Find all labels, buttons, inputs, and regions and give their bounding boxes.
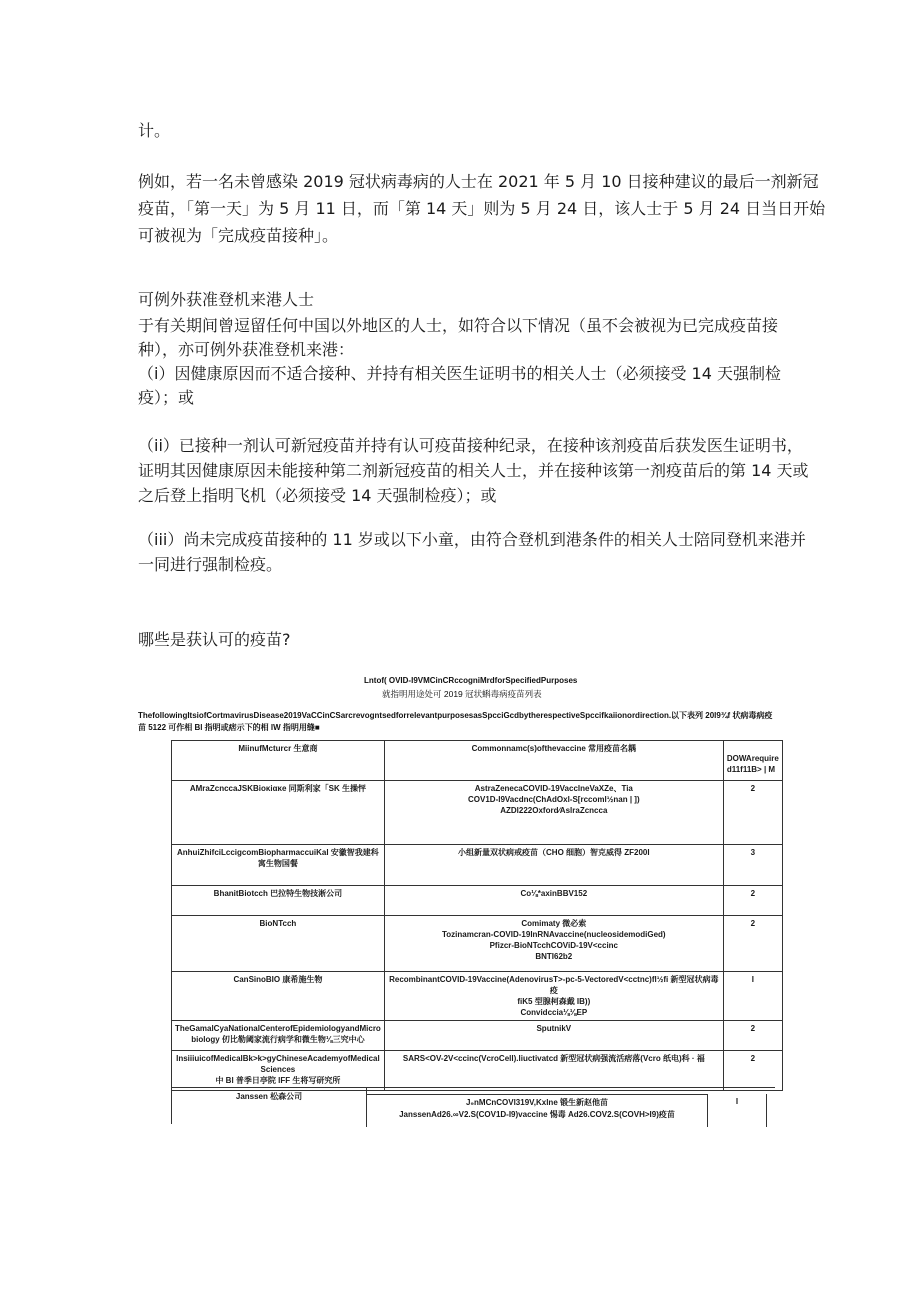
text-line: 疫苗，「第一天」为 5 月 11 日，而「第 14 天」则为 5 月 24 日，该人士于 5 月 24 日当日开始 bbox=[138, 199, 826, 218]
para-continuation bbox=[138, 119, 798, 143]
header-vaccine-name: Commonnamc(s)ofthevaccine 常用疫苗名耦 bbox=[384, 741, 723, 781]
text-line: 证明其因健康原因未能接种第二剂新冠疫苗的相关人士，并在接种该第一剂疫苗后的第 14 天或 bbox=[138, 461, 809, 480]
cell-doses: I bbox=[708, 1094, 767, 1127]
text-line: （i）因健康原因而不适合接种、并持有相关医生证明书的相关人士（必须接受 14 天强制检 bbox=[138, 364, 781, 383]
text-line: （ii）已接种一剂认可新冠疫苗并持有认可疫苗接种纪录，在接种该剂疫苗后获发医生证明书， bbox=[138, 436, 803, 455]
header-manufacturer: MiinufMcturcr 生意商 bbox=[172, 741, 385, 781]
section-heading-exempt bbox=[138, 288, 798, 312]
table-row: InsiiiuicofMedicalBk>k>gyChineseAcademyofMedical Sciences 中 Bl 普季日亭院 lFF 生将写研究所 SARS<OV-2V<ccinc(VcroCell).liuctivatcd 新型冠状病强流活痞落(Vcro 纸电)科 · 福 2 bbox=[172, 1051, 783, 1091]
table-title: Lntof( OVID-I9VMCinCRccogniMrdforSpecifiedPurposes bbox=[364, 676, 578, 685]
table-row: TheGamalCyaNationalCenterofEpidemiologyandMicro biology 仞比勒阈家流行病学和微生物⅛三究中心 SputnikV 2 bbox=[172, 1021, 783, 1051]
table-row: CanSinoBIO 康希施生物 RecombinantCOVID-19Vaccine(AdenovirusT>-pc-5-VectoredV<cctnc)fl½fi 新型冠状病毒疫 fiK5 型腺柯森戴 IB)) Convidccia⅛⅛EP I bbox=[172, 972, 783, 1021]
text-line: 例如，若一名未曾感染 2019 冠状病毒病的人士在 2021 年 5 月 10 日接种建议的最后一剂新冠 bbox=[138, 172, 819, 191]
text-line: 一同进行强制检疫。 bbox=[138, 555, 283, 574]
text-line: 种），亦可例外获准登机来港： bbox=[138, 340, 355, 359]
cell-vaccine-name: J₉nMCnCOVl319V,Kxlne 锻生新赵他苗 JanssenAd26.∞V2.S(COV1D-I9)vaccine 惕毒 Ad26.COV2.S(COVH>I9)疫苗 bbox=[367, 1094, 708, 1127]
text-line: 计。 bbox=[138, 121, 171, 140]
heading-text: 可例外获准登机来港人士 bbox=[138, 290, 315, 309]
text-line: 于有关期间曾逗留任何中国以外地区的人士，如符合以下情况（虽不会被视为已完成疫苗接 bbox=[138, 316, 779, 335]
table-row: AMraZcnccaJSKBioκiακe 同斯利家「SK 生操怦 AstraZenecaCOVID-19VacclneVaXZe、Tia COV1D-I9Vacdnc(ChAdOxl-S[rccoml½nan | ]) AZDl222Oxford∕AslraZcncca 2 bbox=[172, 781, 783, 845]
header-doses: DOWArequire d11f11B> | M bbox=[723, 741, 782, 781]
vaccine-table bbox=[171, 740, 783, 1091]
heading-text: 哪些是获认可的疫苗? bbox=[138, 630, 291, 649]
text-line: 之后登上指明飞机（必须接受 14 天强制检疫）；或 bbox=[138, 486, 497, 505]
para-exempt-iii bbox=[138, 527, 806, 577]
text-line: （iii）尚未完成疫苗接种的 11 岁或以下小童，由符合登机到港条件的相关人士陪同登机来港并 bbox=[138, 530, 806, 549]
table-row-janssen bbox=[171, 1087, 775, 1124]
cell-manufacturer: Janssen 松森公司 bbox=[172, 1088, 367, 1127]
table-header-row bbox=[172, 741, 783, 781]
para-example bbox=[138, 168, 826, 249]
text-line: 可被视为「完成疫苗接种」。 bbox=[138, 226, 339, 245]
table-row: BioNTcch Comimaty 微必索 Tozinamcran-COVID-19InRNAvaccine(nucleosidemodiGed) Pfizcr-BioNTcchCOViD-19V<ccinc BNTI62b2 2 bbox=[172, 916, 783, 972]
table-row: AnhuiZhifciLccigcomBiopharmaccuiKal 安徽智我建科 寓生物国餐 小组新量双状病戒疫苗（CHO 细胞）智克威得 ZF200I 3 bbox=[172, 845, 783, 886]
text-line: 疫）；或 bbox=[138, 388, 195, 407]
table-row: BhanitBiotcch 巴拉特生物技淅公司 Co⅛*axinBBV152 2 bbox=[172, 886, 783, 916]
para-exempt-ii bbox=[138, 433, 809, 508]
table-subtitle: 就指明用途处可 2019 冠状蝌毒病疫苗列表 bbox=[382, 689, 542, 699]
table-intro: ThefollowingItsiofCortmavirusDisease2019VaCCinCSarcrevogntsedforrelevantpurposesasSpcciGcdbytherespectiveSpccifkaiionordirection.以下表列 20l9¾f 状病毒病疫苗 5122 可作相 Bl 指明或痞示下的相 lW 指明用缝■ bbox=[138, 711, 773, 732]
para-exempt-intro bbox=[138, 314, 798, 410]
section-heading-vaccines bbox=[138, 628, 798, 652]
